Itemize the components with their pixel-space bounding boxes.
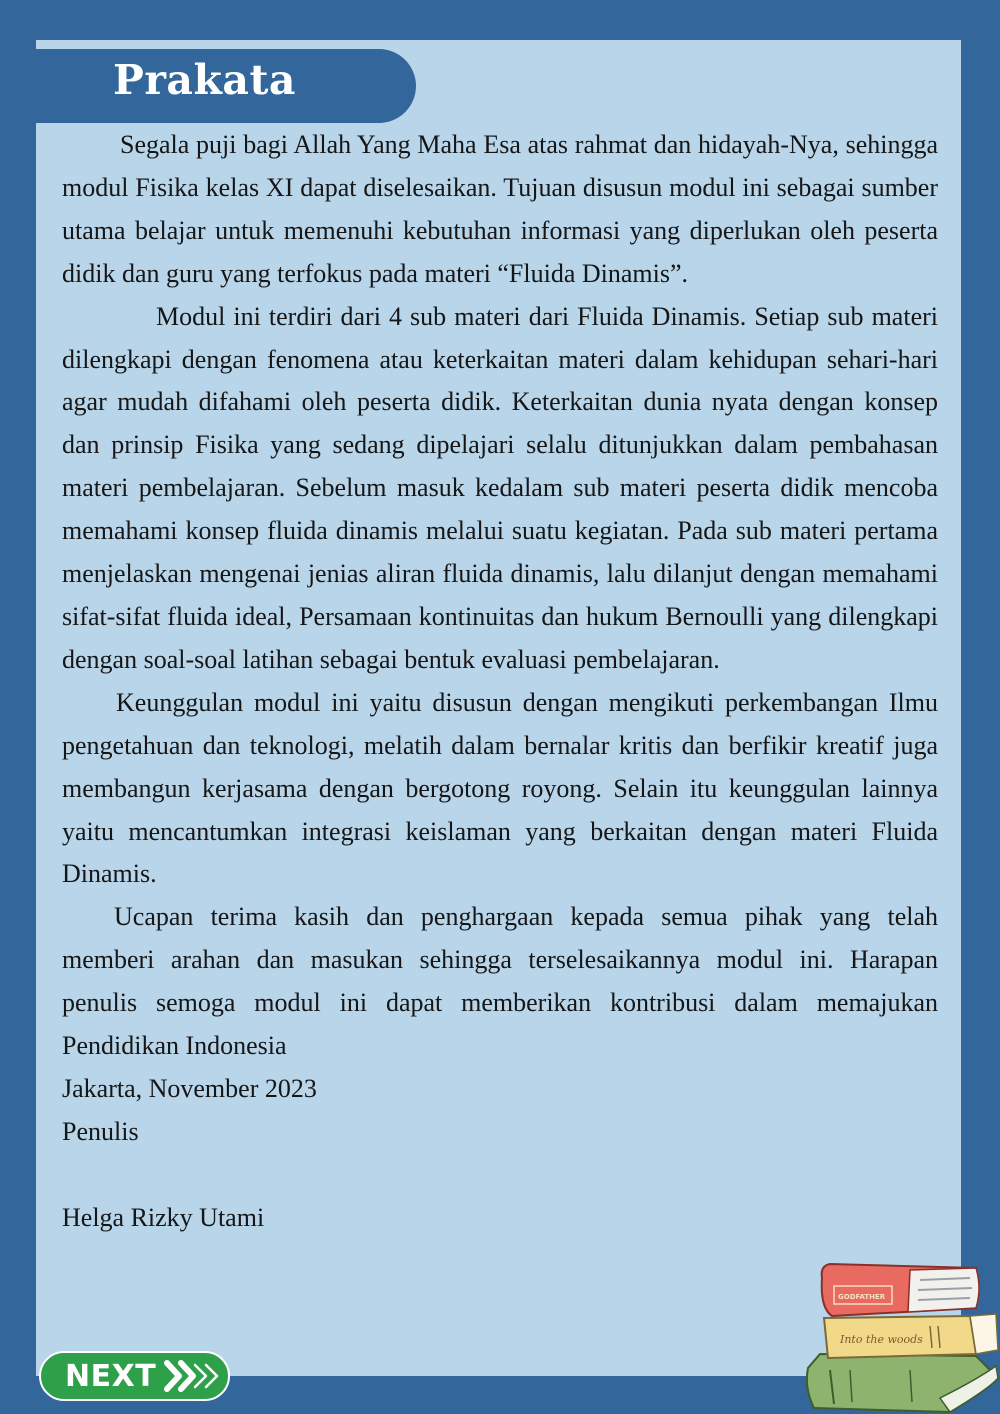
red-book-title: GODFATHER xyxy=(838,1293,886,1301)
green-book xyxy=(807,1354,998,1412)
paragraph-2: Modul ini terdiri dari 4 sub materi dari Fluida Dinamis. Setiap sub materi dilengkapi dengan fenomena atau keterkaitan materi dalam kehidupan sehari-hari agar mudah difahami oleh peserta didik. Keterkaitan dunia nyata dengan konsep dan prinsip Fisika yang sedang dipelajari selalu ditunjukkan dalam pembahasan materi pembelajaran. Sebelum masuk kedalam sub materi peserta didik mencoba memahami konsep fluida dinamis melalui suatu kegiatan. Pada sub materi pertama menjelaskan mengenai jenias aliran fluida dinamis, lalu dilanjut dengan memahami sifat-sifat fluida ideal, Persamaan kontinuitas dan hukum Bernoulli yang dilengkapi dengan soal-soal latihan sebagai bentuk evaluasi pembelajaran. xyxy=(62,301,938,674)
next-button-label: NEXT xyxy=(65,1358,157,1394)
yellow-book-title: Into the woods xyxy=(840,1333,923,1346)
paragraph-4: Ucapan terima kasih dan penghargaan kepada semua pihak yang telah memberi arahan dan masukan sehingga terselesaikannya modul ini. Harapan penulis semoga modul ini dapat memberikan kontribusi dalam memajukan Pendidikan Indonesia xyxy=(62,902,938,1061)
page-title: Prakata xyxy=(113,56,296,104)
signature-place-date: Jakarta, November 2023 xyxy=(62,1073,317,1103)
paragraph-1: Segala puji bagi Allah Yang Maha Esa atas rahmat dan hidayah-Nya, sehingga modul Fisika kelas XI dapat diselesaikan. Tujuan disusun modul ini sebagai sumber utama belajar untuk memenuhi kebutuhan informasi yang diperlukan oleh peserta didik dan guru yang terfokus pada materi “Fluida Dinamis”. xyxy=(62,130,938,288)
signature-gap xyxy=(62,1154,938,1197)
double-chevron-right-icon xyxy=(164,1359,222,1393)
book-stack-illustration xyxy=(800,1258,1000,1414)
red-book xyxy=(822,1264,979,1316)
signature-name: Helga Rizky Utami xyxy=(62,1202,265,1232)
preface-body xyxy=(62,124,938,1240)
signature-role: Penulis xyxy=(62,1116,139,1146)
yellow-book xyxy=(824,1314,998,1358)
paragraph-3: Keunggulan modul ini yaitu disusun dengan mengikuti perkembangan Ilmu pengetahuan dan teknologi, melatih dalam bernalar kritis dan berfikir kreatif juga membangun kerjasama dengan bergotong royong. Selain itu keunggulan lainnya yaitu mencantumkan integrasi keislaman yang berkaitan dengan materi Fluida Dinamis. xyxy=(62,687,938,889)
next-button[interactable] xyxy=(39,1351,230,1401)
